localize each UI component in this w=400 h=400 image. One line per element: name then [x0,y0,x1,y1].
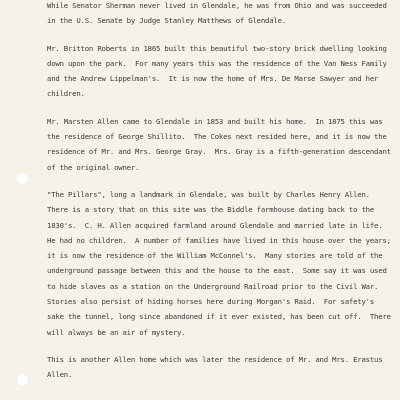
paragraph [47,114,391,175]
punch-hole [16,172,29,185]
text-line: underground passage between this and the house to the east. Some say it was used [47,266,387,276]
text-line: He had no children. A number of families have lived in this house over the years; [47,235,391,245]
text-line: There is a story that on this site was the Biddle farmhouse dating back to the [47,205,375,215]
paragraph [47,352,387,383]
typed-text-body [47,0,391,383]
text-line: it is now the residence of the William McConnel's. Many stories are told of the [47,251,383,261]
text-line: "The Pillars", long a landmark in Glendale, was built by Charles Henry Allen. [47,189,370,199]
text-line: of the original owner. [47,162,140,172]
text-line: and the Andrew Lippelman's. It is now the home of Mrs. De Marse Sawyer and her [47,74,379,84]
text-line: sake the tunnel, long since abandoned if it ever existed, has been cut off. There [47,312,391,322]
text-line: Mr. Britton Roberts in 1865 built this beautiful two-story brick dwelling looking [47,43,387,53]
text-line: in the U.S. Senate by Judge Stanley Matthews of Glendale. [47,16,287,26]
paragraph [47,0,387,29]
paragraph [47,187,391,340]
text-line: Stories also persist of hiding horses here during Morgan's Raid. For safety's [47,297,375,307]
text-line: will always be an air of mystery. [47,327,186,337]
text-line: the residence of George Shillito. The Cokes next resided here, and it is now the [47,132,387,142]
text-line: While Senator Sherman never lived in Glendale, he was from Ohio and was succeeded [47,1,387,10]
text-line: This is another Allen home which was later the residence of Mr. and Mrs. Erastus [47,354,383,364]
text-line: Allen. [47,370,73,380]
text-line: down upon the park. For many years this was the residence of the Van Ness Family [47,58,387,68]
text-line: to hide slaves as a station on the Underground Railroad prior to the Civil War. [47,281,379,291]
paragraph [47,41,387,102]
punch-hole [16,373,29,386]
text-line: children. [47,89,85,99]
text-line: 1830's. C. H. Allen acquired farmland around Glendale and married late in life. [47,220,383,230]
text-line: Mr. Marsten Allen came to Glendale in 1853 and built his home. In 1875 this was [47,116,383,126]
text-line: residence of Mr. and Mrs. George Gray. Mrs. Gray is a fifth-generation descendant [47,147,391,157]
